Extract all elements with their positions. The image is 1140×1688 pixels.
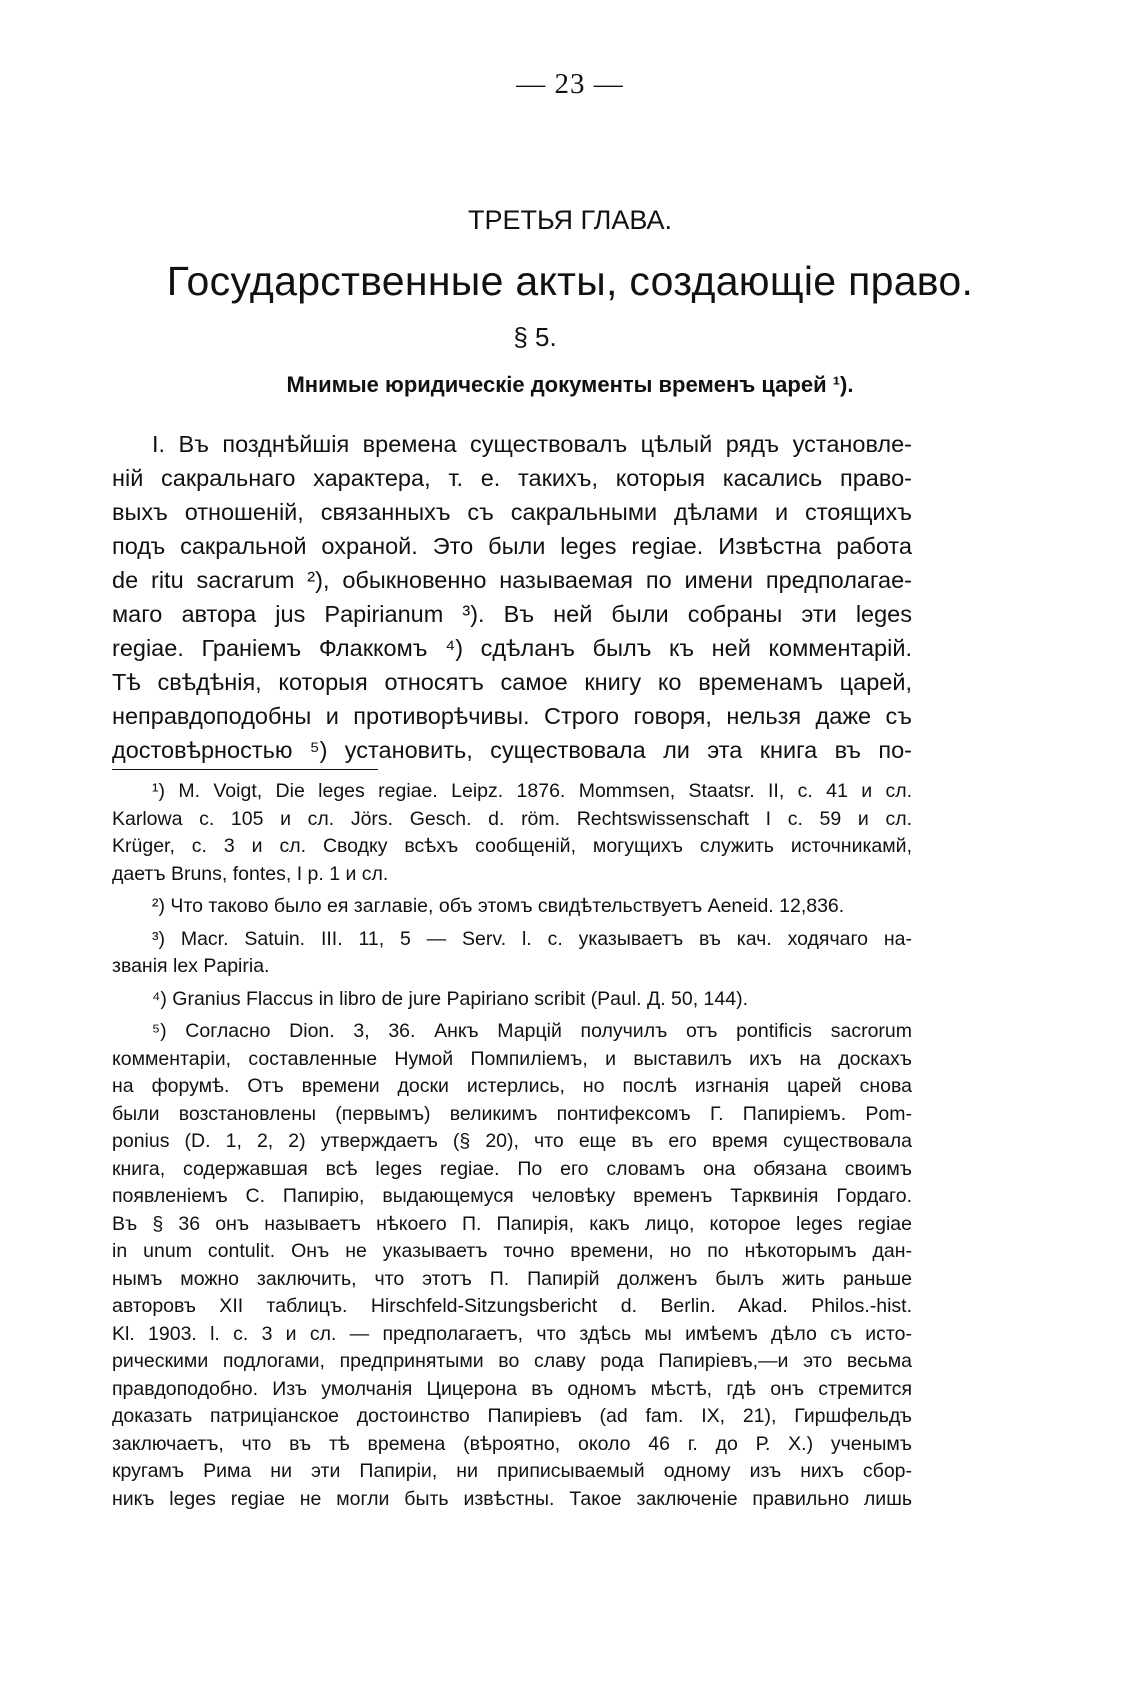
footnote-line: ⁴) Granius Flaccus in libro de jure Papiriano scribit (Paul. Д. 50, 144). <box>152 987 749 1010</box>
chapter-title: Государственные акты, создающіе право. <box>166 258 974 304</box>
main-text-line: неправдоподобны и противорѣчивы. Строго говоря, нельзя даже съ <box>112 703 912 729</box>
footnote-4 <box>112 986 912 1014</box>
chapter-heading: ТРЕТЬЯ ГЛАВА. <box>468 205 672 235</box>
footnote-line: рическими подлогами, предпринятыми во славу рода Папиріевъ,—и это весьма <box>112 1350 912 1372</box>
footnote-line: на форумѣ. Отъ времени доски истерлись, но послѣ изгнанія царей снова <box>112 1075 912 1097</box>
footnote-line: правдоподобно. Изъ умолчанія Цицерона въ одномъ мѣстѣ, гдѣ онъ стремится <box>112 1377 912 1400</box>
footnote-line: ponius (D. 1, 2, 2) утверждаетъ (§ 20), что еще въ его время существовала <box>112 1130 912 1152</box>
footnote-line: Karlowa c. 105 и сл. Jörs. Gesch. d. röm. Rechtswissenschaft I c. 59 и сл. <box>112 807 912 830</box>
footnote-line: кругамъ Рима ни эти Папиріи, ни приписываемый одному изъ нихъ сбор- <box>112 1460 912 1482</box>
main-text-line: подъ сакральной охраной. Это были leges regiae. Извѣстна работа <box>112 533 912 559</box>
footnote-line: никъ leges regiae не могли быть извѣстны. Такое заключеніе правильно лишь <box>112 1487 912 1510</box>
footnote-line: даетъ Bruns, fontes, I p. 1 и сл. <box>112 862 389 885</box>
footnote-line: авторовъ XII таблицъ. Hirschfeld-Sitzungsbericht d. Berlin. Akad. Philos.-hist. <box>112 1295 912 1317</box>
section-number: § 5. <box>513 322 557 352</box>
footnote-line: Въ § 36 онъ называетъ нѣкоего П. Папирія, какъ лицо, которое leges regiae <box>112 1212 912 1235</box>
footnote-line: ²) Что таково было ея заглавіе, объ этомъ свидѣтельствуетъ Aeneid. 12,836. <box>152 895 845 917</box>
footnote-line: in unum contulit. Онъ не указываетъ точно времени, но по нѣкоторымъ дан- <box>112 1240 912 1262</box>
footnote-3 <box>112 926 912 981</box>
main-text-line: Тѣ свѣдѣнія, которыя относятъ самое книгу ко временамъ царей, <box>112 669 912 695</box>
footnote-2 <box>112 893 912 921</box>
footnote-line: Krüger, c. 3 и сл. Сводку всѣхъ сообщеній, могущихъ служить источникамй, <box>112 835 912 857</box>
footnote-line: званія lex Papiria. <box>112 955 270 977</box>
footnote-line: доказать патриціанское достоинство Папиріевъ (ad fam. IX, 21), Гиршфельдъ <box>112 1405 912 1427</box>
main-text-line: ній сакральнаго характера, т. е. такихъ, которыя касались право- <box>112 465 912 491</box>
footnote-1 <box>112 778 912 888</box>
footnote-line: заключаетъ, что въ тѣ времена (вѣроятно, около 46 г. до Р. Х.) ученымъ <box>112 1432 912 1455</box>
main-text <box>112 427 912 767</box>
main-text-line: I. Въ позднѣйшія времена существовалъ цѣлый рядъ установле- <box>152 431 912 457</box>
footnotes <box>112 778 912 1513</box>
footnote-line: книга, содержавшая всѣ leges regiae. По его словамъ она обязана своимъ <box>112 1157 912 1180</box>
page-number: — 23 — <box>516 68 624 100</box>
main-text-line: de ritu sacrarum ²), обыкновенно называемая по имени предполагае- <box>112 567 912 593</box>
main-text-line: regiae. Граніемъ Флаккомъ ⁴) сдѣланъ былъ къ ней комментарій. <box>112 635 912 661</box>
footnote-line: ³) Macr. Satuin. III. 11, 5 — Serv. l. c. указываетъ въ кач. ходячаго на- <box>152 927 912 950</box>
footnote-5 <box>112 1018 912 1513</box>
main-text-line: достовѣрностью ⁵) установить, существовала ли эта книга въ по- <box>112 737 912 763</box>
footnote-line: ¹) M. Voigt, Die leges regiae. Leipz. 1876. Mommsen, Staatsr. II, c. 41 и сл. <box>152 780 912 802</box>
section-subtitle: Мнимые юридическіе документы временъ царей ¹). <box>286 372 854 397</box>
footnote-line: Kl. 1903. l. c. 3 и сл. — предполагаетъ, что здѣсь мы имѣемъ дѣло съ исто- <box>112 1322 912 1345</box>
footnote-line: появленіемъ С. Папирію, выдающемуся человѣку временъ Тарквинія Гордаго. <box>112 1185 912 1207</box>
footnote-line: ⁵) Согласно Dion. 3, 36. Анкъ Марцій получилъ отъ pontificis sacrorum <box>152 1020 912 1042</box>
main-text-line: выхъ отношеній, связанныхъ съ сакральными дѣлами и стоящихъ <box>112 499 912 525</box>
main-text-line: маго автора jus Papirianum ³). Въ ней были собраны эти leges <box>112 601 912 627</box>
footnote-line: нымъ можно заключить, что этотъ П. Папирій долженъ былъ жить раньше <box>112 1267 912 1290</box>
footnote-line: были возстановлены (первымъ) великимъ понтифексомъ Г. Папиріемъ. Pom- <box>112 1102 912 1125</box>
footnote-line: комментаріи, составленные Нумой Помпиліемъ, и выставилъ ихъ на доскахъ <box>112 1047 912 1070</box>
footnote-divider <box>112 769 378 770</box>
